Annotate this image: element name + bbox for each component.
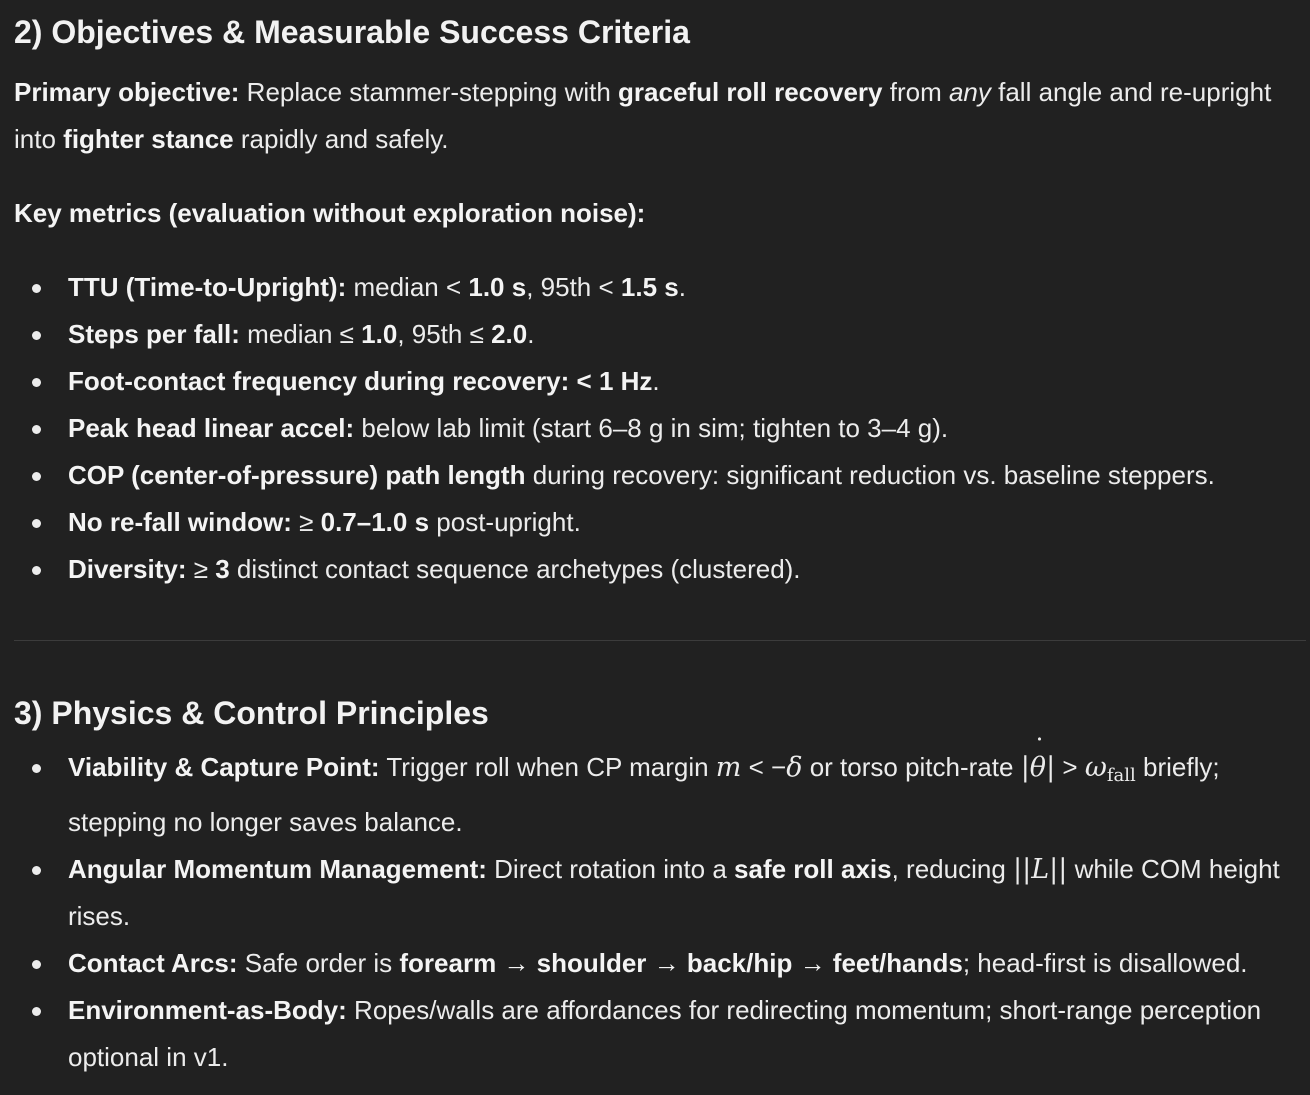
math-abs-bar: | xyxy=(1020,752,1030,783)
metric-label: Diversity: xyxy=(68,554,187,584)
principle-label: Angular Momentum Management: xyxy=(68,854,487,884)
metrics-list xyxy=(14,264,1306,593)
principle-label: Environment-as-Body: xyxy=(68,995,347,1025)
bold-text: safe roll axis xyxy=(734,854,892,884)
principle-item-contact-arcs xyxy=(14,940,1306,987)
math-var-theta-dot: θ ˙ xyxy=(1030,744,1046,791)
text: ; head-first is disallowed. xyxy=(962,948,1248,978)
text: . xyxy=(678,272,686,302)
metric-value: 0.7–1.0 s xyxy=(320,507,430,537)
text: briefly; stepping no longer saves balance. xyxy=(68,752,1220,837)
text: from xyxy=(882,77,949,107)
math-subscript: fall xyxy=(1106,765,1136,786)
text: Replace stammer-stepping with xyxy=(239,77,619,107)
text: median < xyxy=(346,272,469,302)
math-norm-bars: || xyxy=(1013,854,1032,885)
text: post-upright. xyxy=(429,507,581,537)
math-var-omega: ω xyxy=(1084,752,1107,783)
text: Direct rotation into a xyxy=(486,854,735,884)
metric-label: TTU (Time-to-Upright): xyxy=(68,272,347,302)
text: , 95th < xyxy=(526,272,621,302)
principle-label: Viability & Capture Point: xyxy=(68,752,380,782)
key-metrics-label xyxy=(14,190,645,237)
metric-label: (center-of-pressure) xyxy=(123,460,386,490)
metric-item-steps xyxy=(14,311,1306,358)
math-var-m: m xyxy=(715,752,742,783)
math-relation: < − xyxy=(741,752,787,782)
text: Ropes/walls are affordances for redirecting momentum; short-range perception optional in v1. xyxy=(68,995,1262,1072)
principle-item-environment xyxy=(14,987,1306,1081)
text: . xyxy=(527,319,535,349)
metric-label: COP xyxy=(68,460,124,490)
math-norm-bars: || xyxy=(1049,854,1068,885)
metric-value: 1.0 xyxy=(361,319,398,349)
bold-text: fighter stance xyxy=(63,124,234,154)
math-abs-bar: | xyxy=(1046,752,1056,783)
metric-value: 2.0 xyxy=(491,319,528,349)
metric-value: 1.0 s xyxy=(468,272,527,302)
math-omega-fall xyxy=(1084,752,1136,786)
text: , 95th ≤ xyxy=(397,319,492,349)
metric-value: 1.5 s xyxy=(620,272,679,302)
text: or torso pitch-rate xyxy=(802,752,1021,782)
metric-label: Foot-contact frequency during recovery: xyxy=(68,366,570,396)
text: median ≤ xyxy=(239,319,362,349)
primary-objective-label: Primary objective: xyxy=(14,77,240,107)
text: , reducing xyxy=(891,854,1013,884)
text xyxy=(569,366,576,396)
metric-value: 3 xyxy=(215,554,230,584)
metric-item-head-accel xyxy=(14,405,1306,452)
metric-label: No re-fall window: xyxy=(68,507,292,537)
metric-item-refall xyxy=(14,499,1306,546)
metric-label: Peak head linear accel: xyxy=(68,413,355,443)
metric-item-ttu xyxy=(14,264,1306,311)
key-metrics-heading: Key metrics (evaluation without exploration noise): xyxy=(14,198,646,228)
principle-item-angular-momentum xyxy=(14,846,1306,940)
text: fall angle and re-upright into xyxy=(14,77,1272,154)
section-heading-physics: 3) Physics & Control Principles xyxy=(14,695,489,731)
metric-value: < 1 Hz xyxy=(576,366,653,396)
text: rapidly and safely. xyxy=(233,124,449,154)
bold-text: forearm → shoulder → back/hip → feet/hands xyxy=(399,948,963,978)
text: during recovery: significant reduction vs. baseline steppers. xyxy=(525,460,1215,490)
text: Trigger roll when CP margin xyxy=(379,752,716,782)
math-relation: > xyxy=(1055,752,1085,782)
metric-label: path length xyxy=(385,460,526,490)
text: distinct contact sequence archetypes (clustered). xyxy=(229,554,801,584)
text: Safe order is xyxy=(237,948,400,978)
text: ≥ xyxy=(291,507,321,537)
bold-text: graceful roll recovery xyxy=(618,77,883,107)
metric-label: Steps per fall: xyxy=(68,319,240,349)
principle-item-viability xyxy=(14,744,1306,846)
math-var-delta: δ xyxy=(786,752,803,783)
text: ≥ xyxy=(186,554,216,584)
principles-list xyxy=(14,744,1306,1081)
principle-label: Contact Arcs: xyxy=(68,948,238,978)
primary-objective-paragraph xyxy=(14,69,1306,163)
text: . xyxy=(652,366,660,396)
text: while COM height rises. xyxy=(68,854,1280,931)
metric-item-diversity xyxy=(14,546,1306,593)
section-divider xyxy=(14,640,1306,641)
text: below lab limit (start 6–8 g in sim; tighten to 3–4 g). xyxy=(354,413,949,443)
metric-item-cop xyxy=(14,452,1306,499)
math-var-L: L xyxy=(1031,854,1050,885)
emphasis-text: any xyxy=(948,77,991,107)
section-heading-objectives: 2) Objectives & Measurable Success Criteria xyxy=(14,14,690,50)
metric-item-foot-contact xyxy=(14,358,1306,405)
